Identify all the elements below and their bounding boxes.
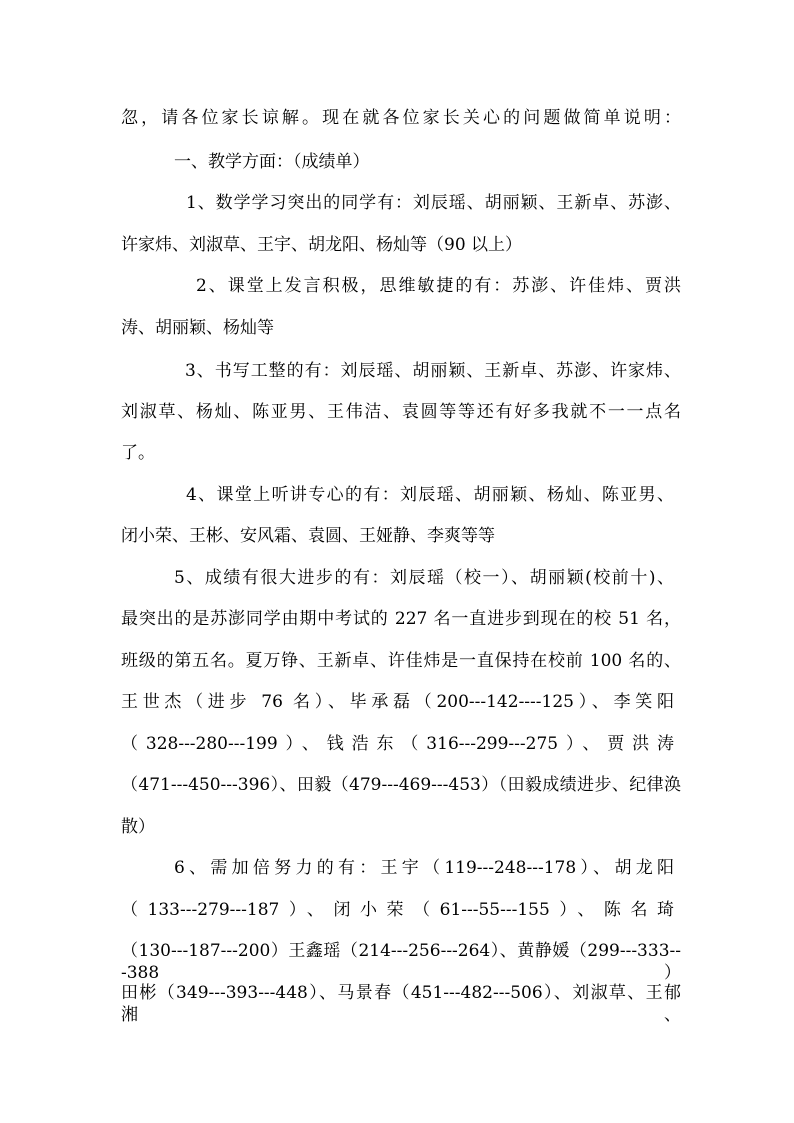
text-line: 1、数学学习突出的同学有：刘辰瑶、胡丽颖、王新卓、苏澎、 (186, 193, 681, 213)
text-line: （133---279---187）、闭小荣（61---55---155）、陈名琦 (121, 900, 674, 920)
text-line: 最突出的是苏澎同学由期中考试的 227 名一直进步到现在的校 51 名， (121, 609, 681, 629)
text-line: 许家炜、刘淑草、王宇、胡龙阳、杨灿等（90 以上） (121, 235, 523, 255)
text-line: （328---280---199）、钱浩东（316---299---275）、贾洪涛 (121, 734, 674, 754)
text-line: 3、书写工整的有：刘辰瑶、胡丽颖、王新卓、苏澎、许家炜、 (185, 361, 681, 381)
text-line: 忽，请各位家长谅解。现在就各位家长关心的问题做简单说明： (121, 108, 681, 128)
text-line: 闭小荣、王彬、安风霜、袁圆、王娅静、李爽等等 (121, 526, 495, 546)
text-line: 涛、胡丽颖、杨灿等 (121, 318, 274, 338)
text-line: 田彬（349---393---448）、马景春（451---482---506）、刘淑草、王郁湘、 (121, 983, 681, 1025)
text-line: 2、课堂上发言积极，思维敏捷的有：苏澎、许佳炜、贾洪 (196, 276, 681, 296)
text-line: 4、课堂上听讲专心的有：刘辰瑶、胡丽颖、杨灿、陈亚男、 (186, 485, 674, 505)
section-heading: 一、教学方面：（成绩单） (174, 152, 370, 172)
text-line: 刘淑草、杨灿、陈亚男、王伟洁、袁圆等等还有好多我就不一一点名 (121, 402, 681, 422)
text-line: 6、需加倍努力的有：王宇（119---248---178）、胡龙阳 (174, 858, 674, 878)
text-line: 散） (121, 817, 155, 837)
text-line: （471---450---396）、田毅（479---469---453）（田毅成绩进步、纪律涣 (121, 775, 681, 795)
text-line: 王世杰（进步 76 名）、毕承磊（200---142----125）、李笑阳 (121, 692, 674, 712)
text-line: 班级的第五名。夏万铮、王新卓、许佳炜是一直保持在校前 100 名的、 (121, 651, 681, 671)
text-line: （130---187---200）王鑫瑶（214---256---264）、黄静媛（299---333---388） (121, 941, 681, 983)
text-line: 5、成绩有很大进步的有：刘辰瑶（校一）、胡丽颖(校前十)、 (174, 568, 674, 588)
text-line: 了。 (121, 443, 155, 463)
